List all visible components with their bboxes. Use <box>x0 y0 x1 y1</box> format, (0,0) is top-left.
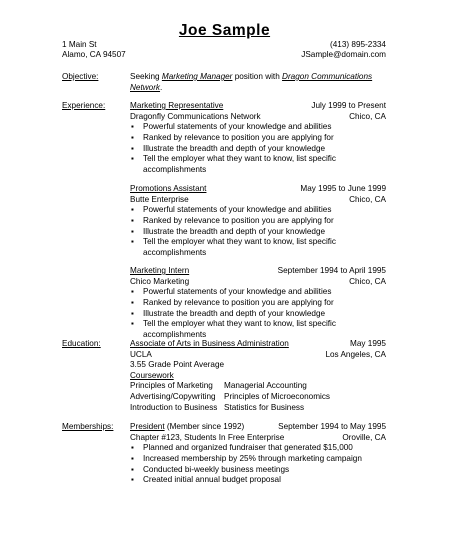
objective-company-b: Network <box>130 82 161 92</box>
school: UCLA <box>130 349 152 359</box>
list-item: ▪ Powerful statements of your knowledge and abilities <box>130 287 386 298</box>
education-label: Education: <box>62 339 101 348</box>
email-address: JSample@domain.com <box>301 50 386 59</box>
course: Managerial Accounting <box>224 381 307 391</box>
objective-label: Objective: <box>62 72 99 81</box>
objective-mid: position with <box>232 72 283 81</box>
school-location: Los Angeles, CA <box>325 349 386 359</box>
coursework-row <box>130 392 386 403</box>
objective-pre: Seeking <box>130 72 162 81</box>
address-line-1: 1 Main St <box>62 40 97 49</box>
job-entry <box>130 101 386 176</box>
job-title: Promotions Assistant <box>130 184 207 193</box>
list-item: ▪ Powerful statements of your knowledge and abilities <box>130 122 386 133</box>
job-title: Marketing Intern <box>130 266 190 275</box>
list-item: ▪ Tell the employer what they want to know, list specific accomplishments <box>130 154 348 175</box>
course: Principles of Microeconomics <box>224 391 331 401</box>
list-item: ▪ Ranked by relevance to position you are applying for <box>130 133 386 144</box>
membership-dates: September 1994 to May 1995 <box>278 422 386 431</box>
list-item: ▪ Illustrate the breadth and depth of your knowledge <box>130 144 386 155</box>
job-dates: September 1994 to April 1995 <box>277 266 386 275</box>
list-item: ▪ Tell the employer what they want to know, list specific accomplishments <box>130 237 348 258</box>
job-location: Chico, CA <box>349 194 386 204</box>
job-company: Butte Enterprise <box>130 194 189 204</box>
resume-name: Joe Sample <box>178 22 271 39</box>
list-item: ▪ Powerful statements of your knowledge and abilities <box>130 205 386 216</box>
membership-role: President <box>130 422 165 431</box>
list-item: ▪ Increased membership by 25% through marketing campaign <box>130 454 386 465</box>
coursework-row <box>130 381 386 392</box>
course: Statistics for Business <box>224 402 305 412</box>
job-dates: May 1995 to June 1999 <box>300 184 386 193</box>
degree: Associate of Arts in Business Administration <box>130 339 289 348</box>
list-item: ▪ Created initial annual budget proposal <box>130 475 386 486</box>
objective-company-a: Dragon Communications <box>282 72 373 81</box>
job-entry <box>130 266 386 341</box>
job-dates: July 1999 to Present <box>311 101 386 110</box>
objective-text <box>130 72 392 93</box>
degree-date: May 1995 <box>350 339 386 348</box>
list-item: ▪ Illustrate the breadth and depth of your knowledge <box>130 227 386 238</box>
list-item: ▪ Ranked by relevance to position you are applying for <box>130 216 386 227</box>
list-item: ▪ Ranked by relevance to position you are applying for <box>130 298 386 309</box>
job-title: Marketing Representative <box>130 101 224 110</box>
address-line-2: Alamo, CA 94507 <box>62 50 126 59</box>
job-company: Chico Marketing <box>130 276 190 286</box>
coursework-row <box>130 403 386 414</box>
membership-location: Oroville, CA <box>342 432 386 442</box>
list-item: ▪ Illustrate the breadth and depth of your knowledge <box>130 309 386 320</box>
course: Principles of Marketing <box>130 381 213 391</box>
list-item: ▪ Conducted bi-weekly business meetings <box>130 465 386 476</box>
phone-number: (413) 895-2334 <box>330 40 386 49</box>
gpa: 3.55 Grade Point Average <box>130 360 225 370</box>
course: Introduction to Business <box>130 402 218 412</box>
job-company: Dragonfly Communications Network <box>130 111 261 121</box>
list-item: ▪ Planned and organized fundraiser that generated $15,000 <box>130 443 386 454</box>
education-entry <box>130 339 386 413</box>
coursework-label: Coursework <box>130 370 174 380</box>
course: Advertising/Copywriting <box>130 391 216 401</box>
list-item: ▪ Tell the employer what they want to know, list specific accomplishments <box>130 319 348 340</box>
job-entry <box>130 184 386 259</box>
objective-position: Marketing Manager <box>161 72 233 81</box>
job-location: Chico, CA <box>349 276 386 286</box>
objective-end: . <box>160 82 163 92</box>
experience-label: Experience: <box>62 101 106 110</box>
membership-role-note: (Member since 1992) <box>164 422 245 431</box>
membership-org: Chapter #123, Students In Free Enterprise <box>130 432 285 442</box>
job-location: Chico, CA <box>349 111 386 121</box>
memberships-label: Memberships: <box>62 422 114 431</box>
membership-entry <box>130 422 386 486</box>
